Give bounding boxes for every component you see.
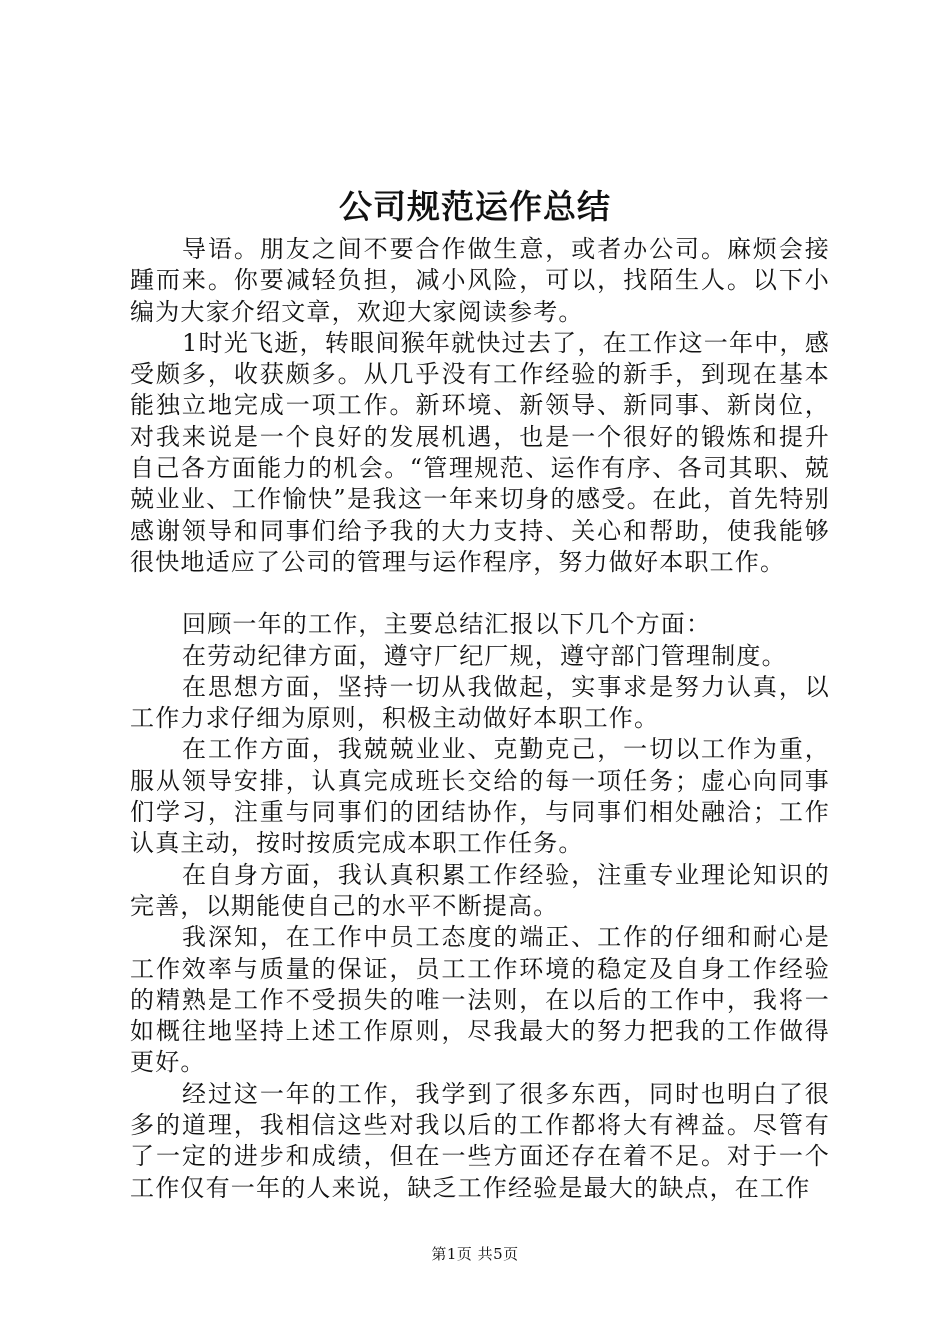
paragraph-understanding: 我深知，在工作中员工态度的端正、工作的仔细和耐心是工作效率与质量的保证，员工工作环境的稳定及自身工作经验的精熟是工作不受损失的唯一法则，在以后的工作中，我将一如概往地坚持上述工作原则，尽我最大的努力把我的工作做得更好。 (130, 923, 830, 1077)
paragraph-self: 在自身方面，我认真积累工作经验，注重专业理论知识的完善，以期能使自己的水平不断提高。 (130, 860, 830, 920)
paragraph-thinking: 在思想方面，坚持一切从我做起，实事求是努力认真，以工作力求仔细为原则，积极主动做好本职工作。 (130, 672, 830, 733)
document-body (130, 234, 830, 1204)
paragraph-discipline: 在劳动纪律方面，遵守厂纪厂规，遵守部门管理制度。 (182, 641, 787, 670)
page-footer: 第1页 共5页 (431, 1245, 519, 1263)
document-title: 公司规范运作总结 (339, 187, 611, 226)
paragraph-review-heading: 回顾一年的工作，主要总结汇报以下几个方面： (182, 610, 712, 639)
paragraph-summary: 1时光飞逝，转眼间猴年就快过去了，在工作这一年中，感受颇多，收获颇多。从几乎没有工作经验的新手，到现在基本能独立地完成一项工作。新环境、新领导、新同事、新岗位，对我来说是一个良好的发展机遇，也是一个很好的锻炼和提升自己各方面能力的机会。“管理规范、运作有序、各司其职、兢兢业业、工作愉快”是我这一年来切身的感受。在此，首先特别感谢领导和同事们给予我的大力支持、关心和帮助，使我能够很快地适应了公司的管理与运作程序，努力做好本职工作。 (130, 328, 830, 576)
paragraph-intro: 导语。朋友之间不要合作做生意，或者办公司。麻烦会接踵而来。你要减轻负担，减小风险，可以，找陌生人。以下小编为大家介绍文章，欢迎大家阅读参考。 (130, 235, 830, 326)
paragraph-work: 在工作方面，我兢兢业业、克勤克己，一切以工作为重，服从领导安排，认真完成班长交给的每一项任务；虚心向同事们学习，注重与同事们的团结协作，与同事们相处融洽；工作认真主动，按时按质完成本职工作任务。 (130, 735, 830, 858)
paragraph-conclusion: 经过这一年的工作，我学到了很多东西，同时也明白了很多的道理，我相信这些对我以后的工作都将大有裨益。尽管有了一定的进步和成绩，但在一些方面还存在着不足。对于一个工作仅有一年的人来说，缺乏工作经验是最大的缺点，在工作 (130, 1079, 830, 1202)
